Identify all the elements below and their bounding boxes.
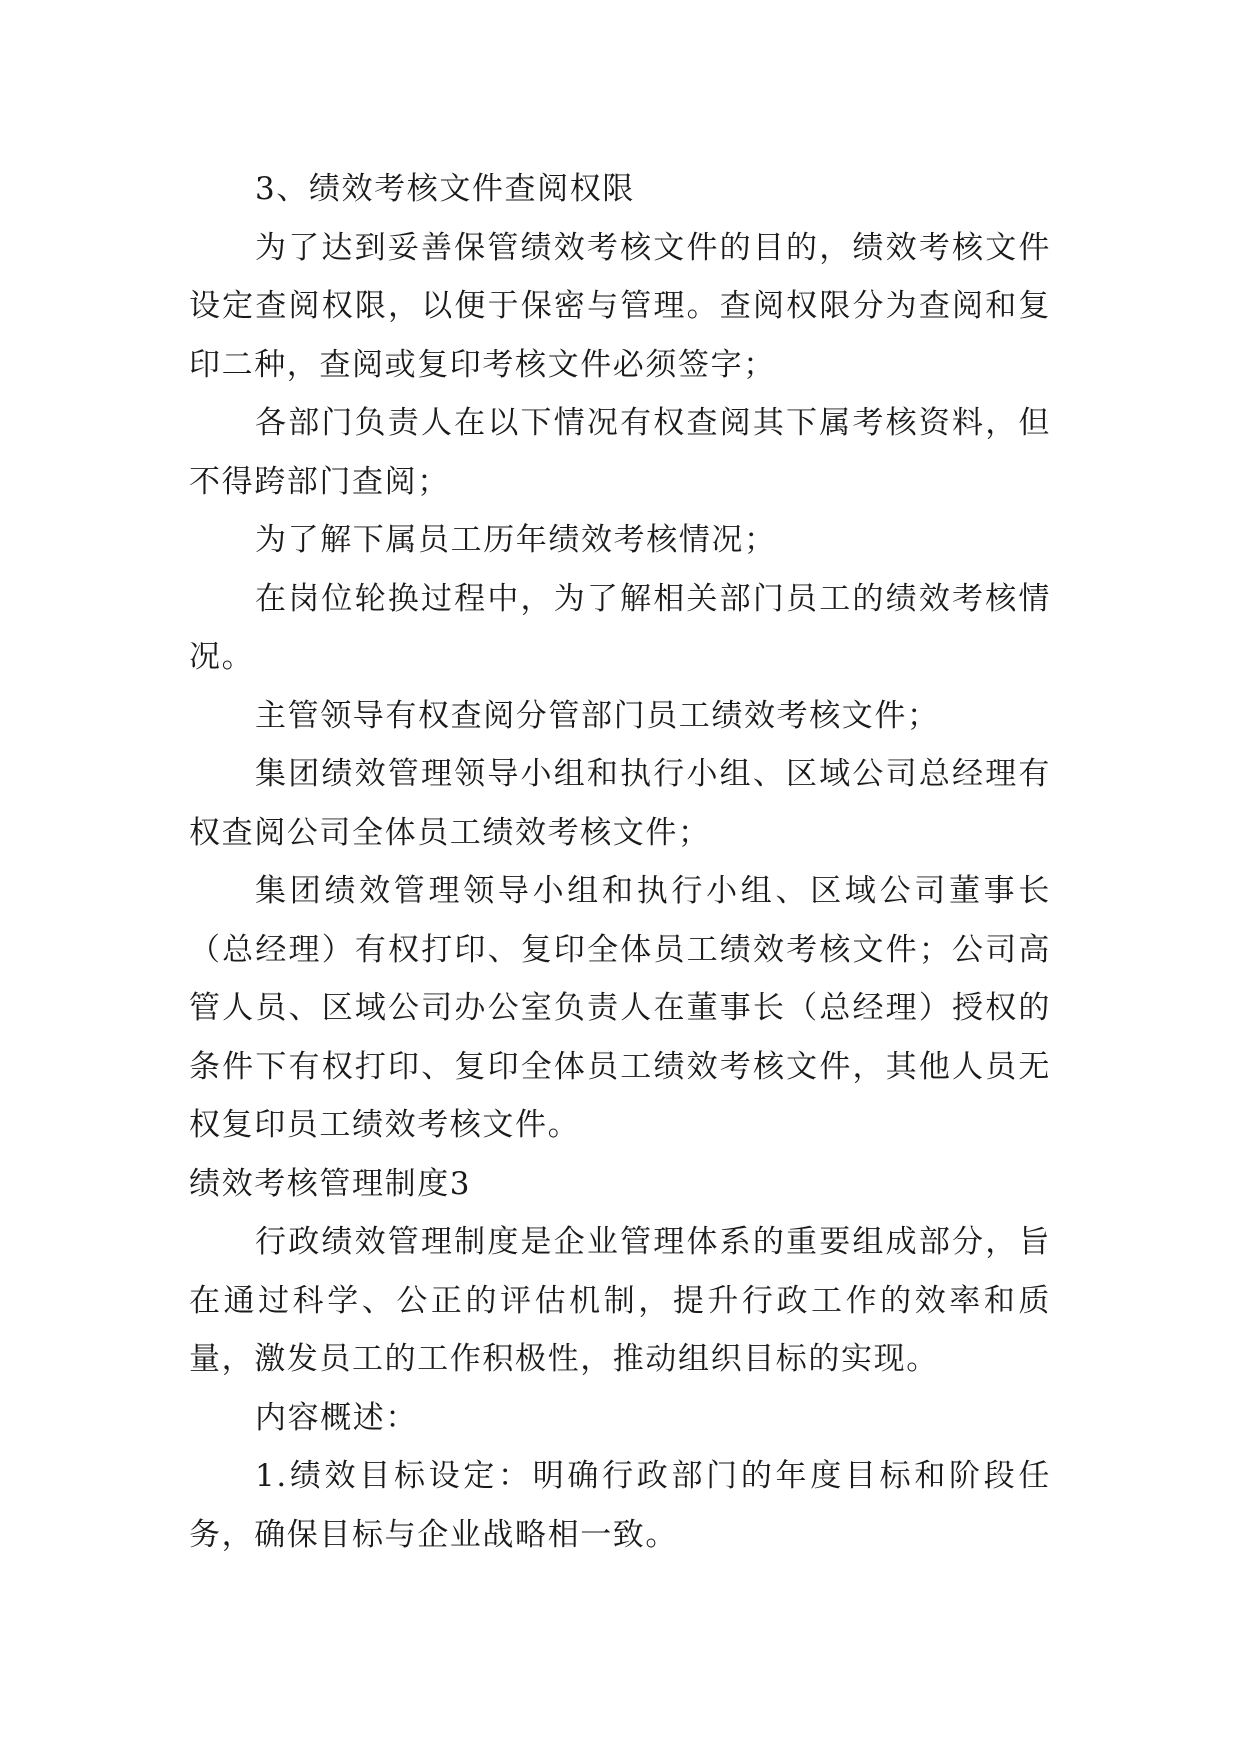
paragraph: 为了解下属员工历年绩效考核情况； [255, 522, 777, 558]
paragraph: 各部门负责人在以下情况有权查阅其下属考核资料，但不得跨部门查阅； [189, 405, 1051, 500]
paragraph: 集团绩效管理领导小组和执行小组、区域公司董事长（总经理）有权打印、复印全体员工绩效考核文件；公司高管人员、区域公司办公室负责人在董事长（总经理）授权的条件下有权打印、复印全体员工绩效考核文件，其他人员无权复印员工绩效考核文件。 [189, 873, 1051, 1143]
paragraph: 内容概述： [255, 1399, 418, 1436]
document-body [189, 160, 1051, 1564]
paragraph: 主管领导有权查阅分管部门员工绩效考核文件； [255, 697, 940, 734]
paragraph: 集团绩效管理领导小组和执行小组、区域公司总经理有权查阅公司全体员工绩效考核文件； [189, 756, 1051, 851]
document-title: 绩效考核管理制度3 [189, 1165, 472, 1202]
paragraph: 在岗位轮换过程中，为了解相关部门员工的绩效考核情况。 [189, 580, 1051, 675]
paragraph: 行政绩效管理制度是企业管理体系的重要组成部分，旨在通过科学、公正的评估机制，提升行政工作的效率和质量，激发员工的工作积极性，推动组织目标的实现。 [189, 1224, 1051, 1377]
section-heading: 3、绩效考核文件查阅权限 [255, 171, 635, 207]
paragraph: 为了达到妥善保管绩效考核文件的目的，绩效考核文件设定查阅权限，以便于保密与管理。查阅权限分为查阅和复印二种，查阅或复印考核文件必须签字； [189, 229, 1051, 383]
paragraph: 1.绩效目标设定：明确行政部门的年度目标和阶段任务，确保目标与企业战略相一致。 [189, 1458, 1051, 1553]
